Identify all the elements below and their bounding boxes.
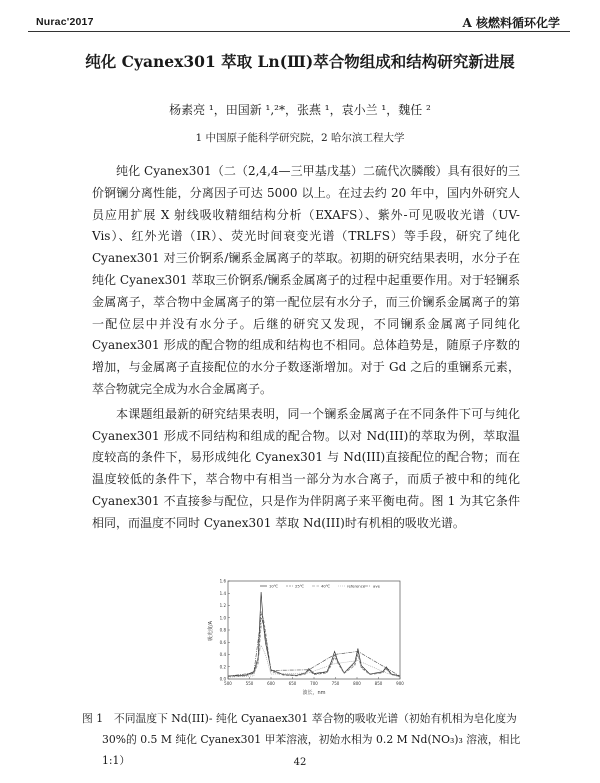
x-axis-label: 波长，nm xyxy=(302,690,326,696)
x-tick-label: 900 xyxy=(396,681,404,686)
y-axis-label: 吸光度/A xyxy=(208,620,214,642)
affiliation: 1 中国原子能科学研究院，2 哈尔滨工程大学 xyxy=(195,132,405,144)
body-text xyxy=(92,161,520,538)
spectrum-chart xyxy=(198,575,408,697)
caption-line-1: 图 1 不同温度下 Nd(III)- 纯化 Cyanaex301 萃合物的吸收光谱（初始有机相为皂化度为 xyxy=(82,712,517,725)
x-tick-label: 750 xyxy=(331,681,340,686)
legend xyxy=(260,584,381,589)
series-line xyxy=(228,592,400,676)
y-tick-label: 1.6 xyxy=(219,578,226,584)
legend-label: ave xyxy=(373,583,380,589)
paragraph: 本课题组最新的研究结果表明，同一个镧系金属离子在不同条件下可与纯化 Cyanex301 形成不同结构和组成的配合物。以对 Nd(III)的萃取为例，萃取温度较高的条件下，易形成纯化 Cyanex301 与 Nd(III)直接配位的配合物；而在温度较低的条件下，萃合物中有相当一部分为水合离子，而质子被中和的纯化 Cyanex301 不直接参与配位，只是作为伴阴离子来平衡电荷。图 1 为其它条件相同，而温度不同时 Cyanex301 萃取 Nd(III)时有机相的吸收光谱。 xyxy=(92,406,520,530)
header-left: Nurac'2017 xyxy=(36,16,94,28)
y-tick-label: 0.8 xyxy=(219,627,226,633)
legend-label: 25℃ xyxy=(295,583,305,589)
y-tick-label: 1.0 xyxy=(219,615,226,621)
paragraph: 纯化 Cyanex301（二（2,4,4—三甲基戊基）二硫代次膦酸）具有很好的三价锕镧分离性能，分离因子可达 5000 以上。在过去约 20 年中，国内外研究人员应用扩展 X 射线吸收精细结构分析（EXAFS）、紫外-可见吸收光谱（UV-Vis）、红外光谱（IR）、荧光时间衰变光谱（TRLFS）等手段，研究了纯化 Cyanex301 对三价锕系/镧系金属离子的萃取。初期的研究结果表明，水分子在纯化 Cyanex301 萃取三价锕系/镧系金属离子的过程中起重要作用。对于轻镧系金属离子，萃合物中金属离子的第一配位层有水分子，而三价镧系金属离子的第一配位层中并没有水分子。后继的研究又发现，不同镧系金属离子同纯化 Cyanex301 形成的配合物的组成和结构也不相同。总体趋势是，随原子序数的增加，与金属离子直接配位的水分子数逐渐增加。对于 Gd 之后的重镧系元素，萃合物就完全成为水合金属离子。 xyxy=(92,164,520,396)
y-tick-label: 0.6 xyxy=(219,639,226,645)
legend-label: 10℃ xyxy=(269,583,279,589)
x-tick-label: 700 xyxy=(310,681,318,686)
legend-label: 40℃ xyxy=(321,583,331,589)
chart-axes xyxy=(228,581,400,679)
series-lines xyxy=(228,592,400,677)
paper-title: 纯化 Cyanex301 萃取 Ln(Ⅲ)萃合物组成和结构研究新进展 xyxy=(85,52,515,71)
authors: 杨素亮 ¹，田国新 ¹,²*，张燕 ¹，袁小兰 ¹，魏任 ² xyxy=(169,103,431,117)
page-number: 42 xyxy=(293,757,307,768)
y-tick-labels xyxy=(220,579,230,682)
header-rule xyxy=(28,31,570,32)
x-tick-label: 600 xyxy=(267,681,275,686)
x-tick-label: 550 xyxy=(245,681,254,686)
caption-line-2: 30%的 0.5 M 纯化 Cyanex301 甲苯溶液，初始水相为 0.2 M Nd(NO₃)₃ 溶液，相比 1:1） xyxy=(102,733,521,767)
legend-label: reference xyxy=(347,583,366,589)
x-tick-label: 650 xyxy=(288,681,297,686)
y-tick-label: 0.4 xyxy=(219,652,226,657)
y-tick-label: 1.4 xyxy=(219,590,226,596)
x-tick-labels xyxy=(224,677,404,686)
series-line xyxy=(228,612,400,676)
header-right: A 核燃料循环化学 xyxy=(462,16,560,30)
y-tick-label: 1.2 xyxy=(219,603,226,608)
x-tick-label: 800 xyxy=(353,681,361,686)
x-tick-label: 500 xyxy=(224,681,232,686)
plot-frame xyxy=(228,581,400,679)
y-tick-label: 0.0 xyxy=(219,676,226,682)
y-tick-label: 0.2 xyxy=(219,664,226,670)
x-tick-label: 850 xyxy=(374,681,383,686)
